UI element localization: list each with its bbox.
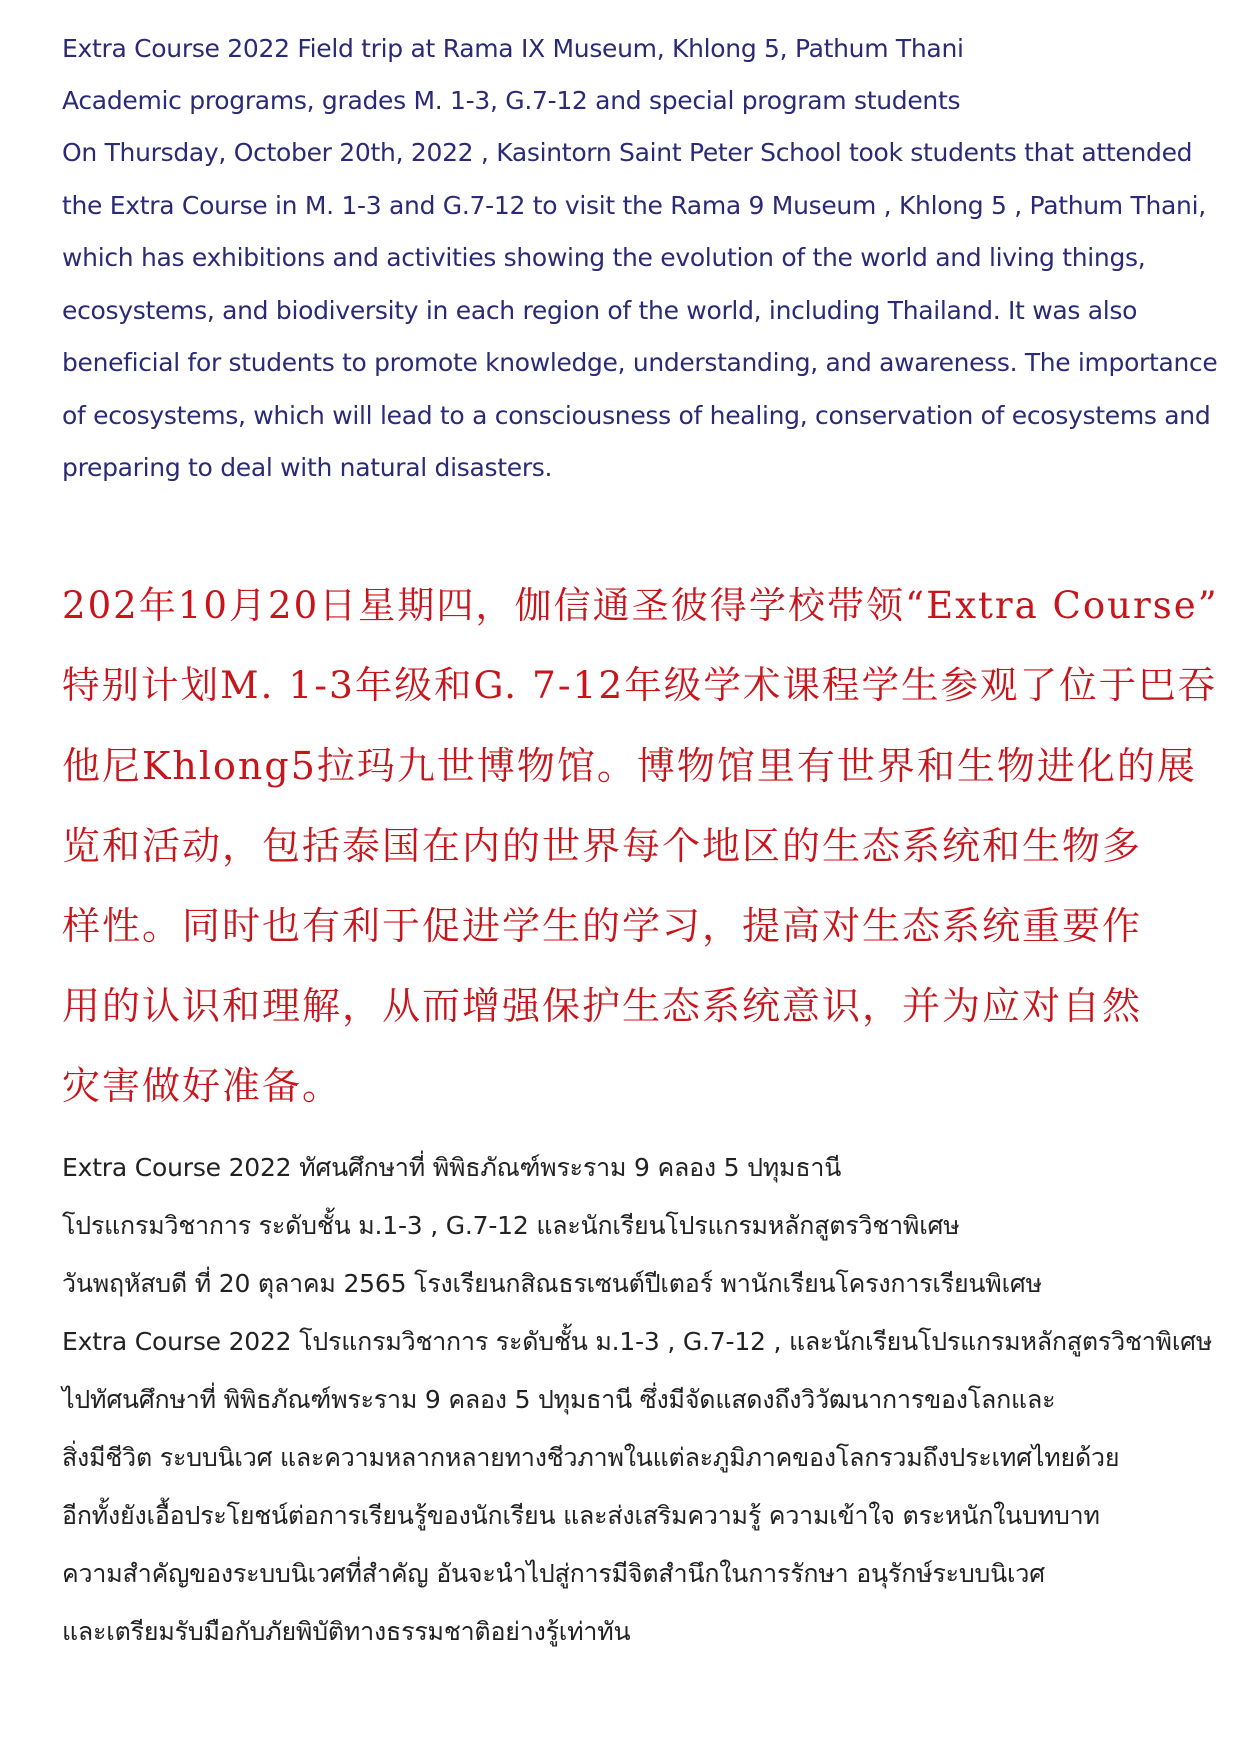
english-body-line: the Extra Course in M. 1-3 and G.7-12 to visit the Rama 9 Museum , Khlong 5 , Pathum Thani, <box>62 191 1206 220</box>
english-body-line: ecosystems, and biodiversity in each region of the world, including Thailand. It was also <box>62 296 1138 325</box>
chinese-body-line: 用的认识和理解，从而增强保护生态系统意识，并为应对自然 <box>62 984 1143 1028</box>
thai-body-line: และเตรียมรับมือกับภัยพิบัติทางธรรมชาติอย่างรู้เท่าทัน <box>62 1617 631 1646</box>
english-body-line: which has exhibitions and activities showing the evolution of the world and living things, <box>62 243 1146 272</box>
english-program-line: Academic programs, grades M. 1-3, G.7-12 and special program students <box>62 86 961 115</box>
chinese-body-line: 样性。同时也有利于促进学生的学习，提高对生态系统重要作 <box>62 904 1143 948</box>
thai-body-line: วันพฤหัสบดี ที่ 20 ตุลาคม 2565 โรงเรียนกสิณธรเซนต์ปีเตอร์ พานักเรียนโครงการเรียนพิเศษ <box>62 1269 1042 1298</box>
english-body-line: beneficial for students to promote knowledge, understanding, and awareness. The importance <box>62 348 1218 377</box>
thai-body-line: ความสำคัญของระบบนิเวศที่สำคัญ อันจะนำไปสู่การมีจิตสำนึกในการรักษา อนุรักษ์ระบบนิเวศ <box>62 1559 1045 1588</box>
thai-body-line: สิ่งมีชีวิต ระบบนิเวศ และความหลากหลายทางชีวภาพในแต่ละภูมิภาคของโลกรวมถึงประเทศไทยด้วย <box>62 1443 1120 1472</box>
thai-body-line: Extra Course 2022 โปรแกรมวิชาการ ระดับชั้น ม.1-3 , G.7-12 , และนักเรียนโปรแกรมหลักสูตรวิชาพิเศษ <box>62 1327 1213 1356</box>
chinese-body-line: 灾害做好准备。 <box>62 1064 343 1108</box>
chinese-body-line: 特别计划M. 1-3年级和G. 7-12年级学术课程学生参观了位于巴吞 <box>62 663 1218 707</box>
english-body-line: On Thursday, October 20th, 2022 , Kasintorn Saint Peter School took students that attended <box>62 138 1193 167</box>
chinese-body-line: 览和活动，包括泰国在内的世界每个地区的生态系统和生物多 <box>62 824 1143 868</box>
english-body-line: of ecosystems, which will lead to a consciousness of healing, conservation of ecosystems and <box>62 401 1211 430</box>
thai-program-line: โปรแกรมวิชาการ ระดับชั้น ม.1-3 , G.7-12 และนักเรียนโปรแกรมหลักสูตรวิชาพิเศษ <box>62 1211 960 1240</box>
chinese-body-line: 202年10月20日星期四，伽信通圣彼得学校带领“Extra Course” <box>62 584 1219 627</box>
chinese-body-line: 他尼Khlong5拉玛九世博物馆。博物馆里有世界和生物进化的展 <box>62 744 1197 788</box>
thai-body-line: ไปทัศนศึกษาที่ พิพิธภัณฑ์พระราม 9 คลอง 5 ปทุมธานี ซึ่งมีจัดแสดงถึงวิวัฒนาการของโลกและ <box>62 1385 1056 1414</box>
thai-body-line: อีกทั้งยังเอื้อประโยชน์ต่อการเรียนรู้ของนักเรียน และส่งเสริมความรู้ ความเข้าใจ ตระหนักในบทบาท <box>62 1501 1100 1530</box>
english-title-line: Extra Course 2022 Field trip at Rama IX Museum, Khlong 5, Pathum Thani <box>62 34 964 63</box>
english-body-line: preparing to deal with natural disasters. <box>62 453 553 482</box>
thai-title-line: Extra Course 2022 ทัศนศึกษาที่ พิพิธภัณฑ์พระราม 9 คลอง 5 ปทุมธานี <box>62 1153 842 1182</box>
